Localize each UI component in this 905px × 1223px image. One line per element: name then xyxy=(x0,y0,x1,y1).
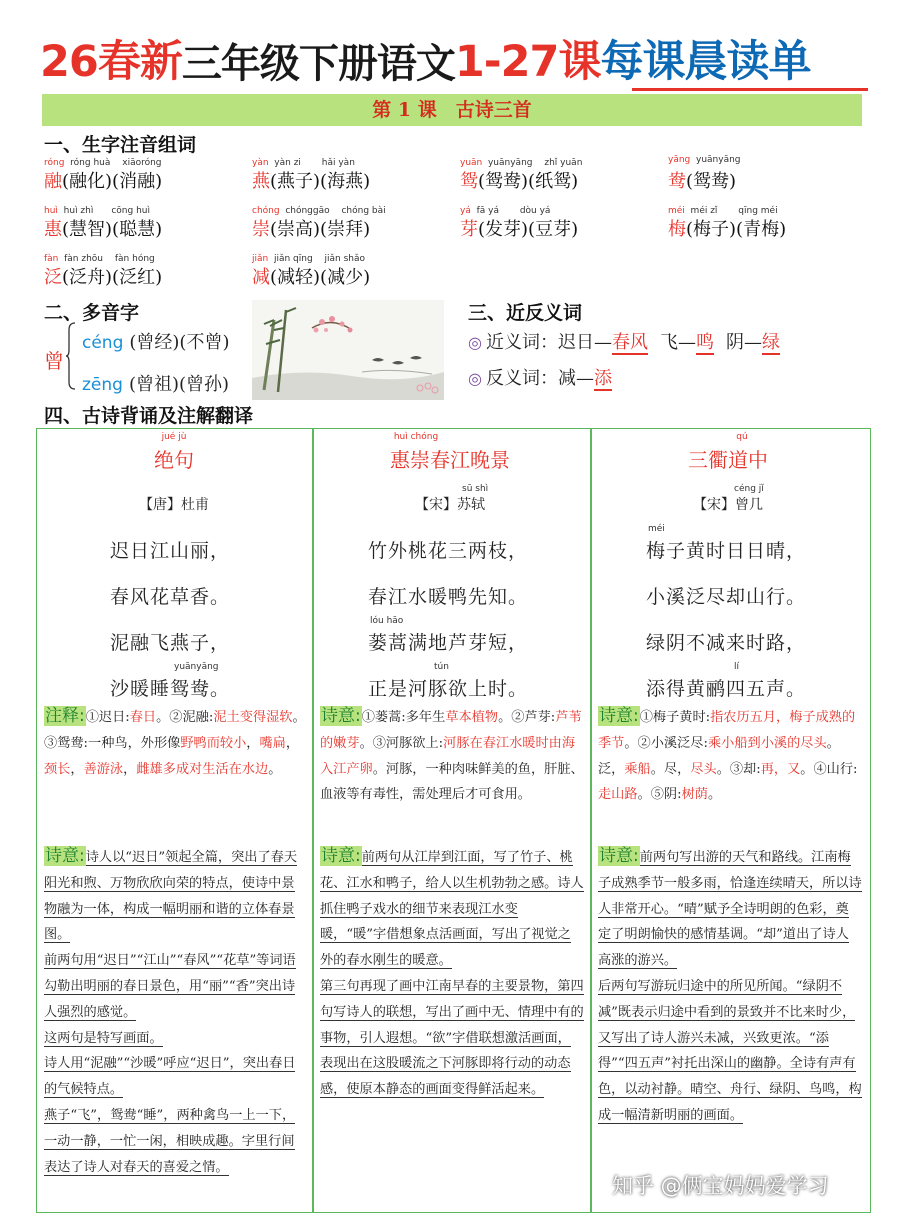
poem-author: 【宋】曾几 xyxy=(693,497,763,513)
synonyms-label: 近义词： xyxy=(485,332,558,353)
polyphone-reading-1 xyxy=(82,328,229,354)
meaning-tag: 诗意: xyxy=(321,846,361,866)
lesson-banner: 第 1 课 古诗三首 xyxy=(42,94,862,126)
brace-icon xyxy=(66,322,76,390)
section-heading-polyphone: 二、多音字 xyxy=(44,302,140,324)
poem-notes-1: 注释:①迟日:春日。②泥融:泥土变得湿软。③鸳鸯:一种鸟，外形像野鸭而较小，嘴扁，颈长，善游泳，雌雄多成对生活在水边。 xyxy=(44,706,306,777)
meaning-tag: 诗意: xyxy=(45,846,85,866)
synonym-b-1: 春风 xyxy=(611,332,648,353)
line-pinyin: lóu hāo xyxy=(370,616,404,626)
poem-line: 蒌蒿满地芦芽短， xyxy=(368,632,529,654)
notes-tag: 诗意: xyxy=(321,706,361,726)
vocab-words: (崇高)(崇拜) xyxy=(270,219,371,240)
antonyms-line xyxy=(468,364,612,390)
vocab-char: 崇 xyxy=(252,219,270,240)
vocab-char: 减 xyxy=(252,267,270,288)
line-pinyin: lí xyxy=(734,662,740,672)
poem-notes-3: 诗意:①梅子黄时:指农历五月，梅子成熟的季节。②小溪泛尽:乘小船到小溪的尽头。泛，乘船。尽，尽头。③却:再，又。④山行:走山路。⑤阴:树荫。 xyxy=(598,706,858,803)
vocab-chars xyxy=(44,167,162,193)
synonym-a-2: 飞— xyxy=(659,332,696,353)
vocab-words: (发芽)(豆芽) xyxy=(478,219,579,240)
poem-notes-2: 诗意:①蒌蒿:多年生草本植物。②芦芽:芦苇的嫩芽。③河豚欲上:河豚在春江水暖时由海入江产卵。河豚，一种肉味鲜美的鱼，肝脏、血液等有毒性，需处理后才可食用。 xyxy=(320,706,584,803)
vocab-char: 燕 xyxy=(252,171,270,192)
vocab-chars xyxy=(252,215,370,241)
antonym-a: 减— xyxy=(557,368,594,389)
poem-title-pinyin: qú xyxy=(736,432,748,442)
line-pinyin: méi xyxy=(648,524,665,534)
vocab-words: (融化)(消融) xyxy=(62,171,163,192)
poem-meaning-3: 诗意:前两句写出游的天气和路线。江南梅子成熟季节一般多雨，恰逢连续晴天，所以诗人非常开心。“晴”赋予全诗明朗的色彩，奠定了明朗愉快的感情基调。“却”道出了诗人高涨的游兴。 后两句写游玩归途中的所见所闻。“绿阴不减”既表示归途中看到的景致并不比来时少，又写出了诗人游兴未减，兴致更浓。“添得”“四五声”衬托出深山的幽静。全诗有声有色，以动衬静。晴空、舟行、绿阴、鸟鸣，构成一幅清新明丽的画面。 xyxy=(598,846,862,1123)
vocab-char: 融 xyxy=(44,171,62,192)
synonym-b-2: 鸣 xyxy=(695,332,714,353)
author-pinyin: céng jǐ xyxy=(734,484,764,494)
poem-line: 添得黄鹂四五声。 xyxy=(646,678,807,700)
title-part-year: 26春新 xyxy=(40,37,182,87)
vocab-pinyin: jiǎn jiǎn qīng jiǎn shǎo xyxy=(252,254,366,264)
vocab-chars xyxy=(252,263,370,289)
column-divider xyxy=(590,428,592,1213)
poem-title-pinyin: huì chóng xyxy=(393,432,439,442)
vocab-chars xyxy=(252,167,370,193)
vocab-words: (梅子)(青梅) xyxy=(686,219,787,240)
vocab-pinyin: yuān yuānyāng zhǐ yuān xyxy=(460,158,583,168)
vocab-words: (鸳鸯) xyxy=(686,171,737,192)
poem-line: 竹外桃花三两枝， xyxy=(368,540,529,562)
poem-line: 沙暖睡鸳鸯。 xyxy=(110,678,231,700)
vocab-words: (鸳鸯)(纸鸳) xyxy=(478,171,579,192)
vocab-chars xyxy=(460,215,578,241)
vocab-pinyin: róng róng huà xiāoróng xyxy=(44,158,162,168)
line-pinyin: yuānyāng xyxy=(174,662,219,672)
vocab-pinyin: chóng chónggāo chóng bài xyxy=(252,206,386,216)
line-pinyin: tún xyxy=(434,662,449,672)
author-pinyin: sū shì xyxy=(462,484,489,494)
landscape-illustration xyxy=(252,300,444,400)
notes-tag: 诗意: xyxy=(599,706,639,726)
vocab-char: 鸯 xyxy=(668,171,686,192)
synonym-a-3: 阴— xyxy=(725,332,762,353)
poem-line: 梅子黄时日日晴， xyxy=(646,540,807,562)
polyphone-words-1: (曾经)(不曾) xyxy=(129,332,230,353)
vocab-chars xyxy=(44,215,162,241)
notes-tag: 注释: xyxy=(45,706,85,726)
poem-meaning-1: 诗意:诗人以“迟日”领起全篇，突出了春天阳光和煦、万物欣欣向荣的特点，使诗中景物融为一体，构成一幅明丽和谐的立体春景图。 前两句用“迟日”“江山”“春风”“花草”等词语勾勒出明丽的春日景色，用“丽”“香”突出诗人强烈的感觉。 这两句是特写画面。 诗人用“泥融”“沙暖”呼应“迟日”，突出春日的气候特点。 燕子“飞”，鸳鸯“睡”，两种禽鸟一上一下，一动一静，一忙一闲，相映成趣。字里行间表达了诗人对春天的喜爱之情。 xyxy=(44,846,298,1175)
vocab-chars xyxy=(668,167,736,193)
vocab-pinyin: yá fā yá dòu yá xyxy=(460,206,551,216)
vocab-words: (泛舟)(泛红) xyxy=(62,267,163,288)
vocab-char: 泛 xyxy=(44,267,62,288)
polyphone-reading-2 xyxy=(82,370,229,396)
bullet-icon: ◎ xyxy=(468,333,482,352)
title-part-grade: 三年级下册语文 xyxy=(181,41,455,87)
polyphone-char: 曾 xyxy=(44,349,64,373)
section-heading-vocab: 一、生字注音组词 xyxy=(44,134,197,156)
poem-title: 绝句 xyxy=(154,448,194,472)
vocab-chars xyxy=(44,263,162,289)
poem-line: 春江水暖鸭先知。 xyxy=(368,586,529,608)
vocab-pinyin: méi méi zǐ qīng méi xyxy=(668,206,778,216)
poem-meaning-2: 诗意:前两句从江岸到江面，写了竹子、桃花、江水和鸭子，给人以生机勃勃之感。诗人抓住鸭子戏水的细节来表现江水变暖，“暖”字借想象点活画面，写出了视觉之外的春水刚生的暖意。 第三句再现了画中江南早春的主要景物，第四句写诗人的联想，写出了画中无、情理中有的事物，引人遐想。“欲”字借联想激活画面，表现出在这股暖流之下河豚即将行动的动态感，使原本静态的画面变得鲜活起来。 xyxy=(320,846,584,1098)
poem-line: 正是河豚欲上时。 xyxy=(368,678,529,700)
vocab-words: (慧智)(聪慧) xyxy=(62,219,163,240)
vocab-pinyin: yàn yàn zi hǎi yàn xyxy=(252,158,355,168)
vocab-words: (燕子)(海燕) xyxy=(270,171,371,192)
vocab-pinyin: fàn fàn zhōu fàn hóng xyxy=(44,254,155,264)
watermark: 知乎 @俩宝妈妈爱学习 xyxy=(612,1174,829,1198)
antonyms-label: 反义词： xyxy=(485,368,558,389)
synonym-a-1: 迟日— xyxy=(557,332,612,353)
section-heading-synonyms: 三、近反义词 xyxy=(468,302,583,324)
column-divider xyxy=(312,428,314,1213)
vocab-char: 鸳 xyxy=(460,171,478,192)
poem-line: 春风花草香。 xyxy=(110,586,231,608)
polyphone-pinyin-2: zēng xyxy=(82,375,123,395)
poem-line: 泥融飞燕子， xyxy=(110,632,231,654)
page-title xyxy=(40,28,870,92)
title-part-range: 1-27课 xyxy=(454,37,601,87)
poem-author: 【唐】杜甫 xyxy=(139,497,209,513)
vocab-words: (减轻)(减少) xyxy=(270,267,371,288)
poem-line: 绿阴不减来时路， xyxy=(646,632,807,654)
vocab-chars xyxy=(460,167,578,193)
title-part-sheet: 每课晨读单 xyxy=(600,37,811,87)
meaning-tag: 诗意: xyxy=(599,846,639,866)
bullet-icon: ◎ xyxy=(468,369,482,388)
vocab-pinyin: yāng yuānyāng xyxy=(668,155,741,165)
vocab-char: 梅 xyxy=(668,219,686,240)
vocab-char: 惠 xyxy=(44,219,62,240)
polyphone-pinyin-1: céng xyxy=(82,333,124,353)
poem-author: 【宋】苏轼 xyxy=(415,497,485,513)
synonyms-line xyxy=(468,328,780,354)
poem-title-pinyin: jué jù xyxy=(161,432,187,442)
polyphone-words-2: (曾祖)(曾孙) xyxy=(128,374,230,395)
poem-title: 惠崇春江晚景 xyxy=(390,448,510,472)
title-underline xyxy=(632,88,868,91)
poem-line: 迟日江山丽， xyxy=(110,540,231,562)
section-heading-poems: 四、古诗背诵及注解翻译 xyxy=(44,405,254,427)
vocab-char: 芽 xyxy=(460,219,478,240)
vocab-chars xyxy=(668,215,786,241)
vocab-pinyin: huì huì zhì cōng huì xyxy=(44,206,150,216)
poem-title: 三衢道中 xyxy=(688,448,768,472)
antonym-b: 添 xyxy=(593,368,612,389)
poem-line: 小溪泛尽却山行。 xyxy=(646,586,807,608)
synonym-b-3: 绿 xyxy=(761,332,780,353)
